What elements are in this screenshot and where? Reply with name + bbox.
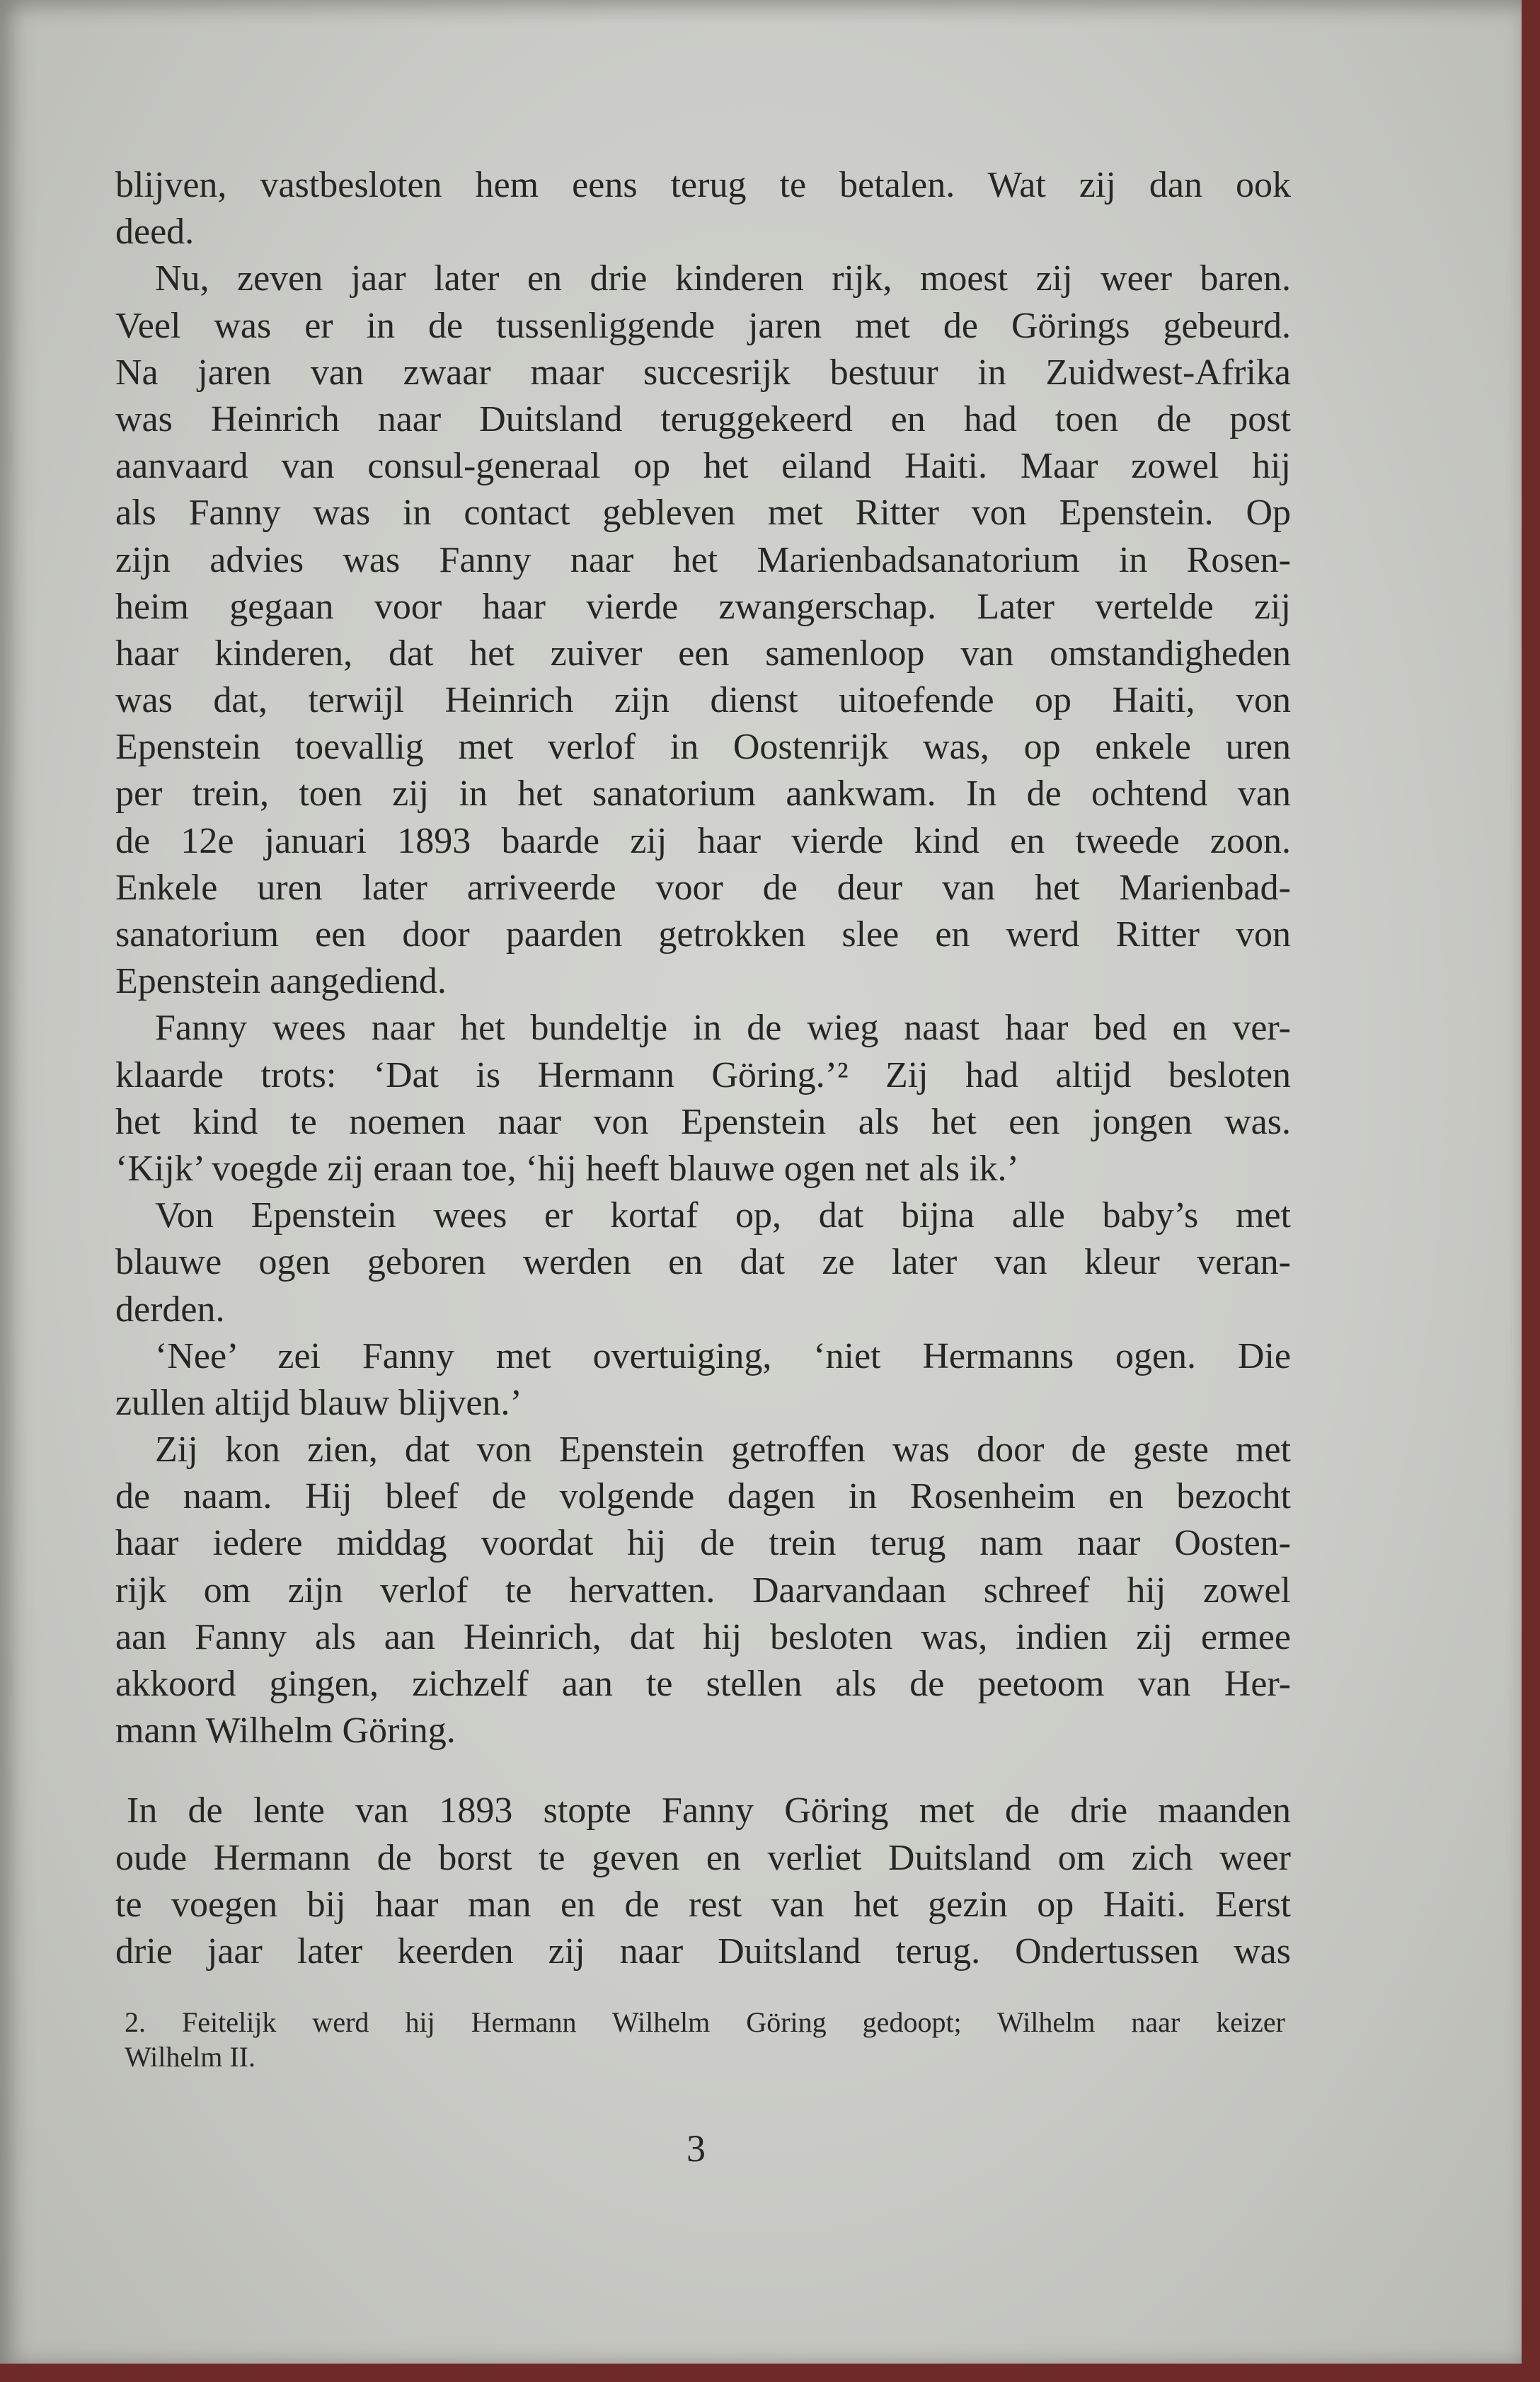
paragraph [115, 162, 1291, 255]
paragraph [115, 255, 1291, 1005]
text-line: haar kinderen, dat het zuiver een samenloop van omstandigheden [115, 633, 1291, 674]
footnote-line: Wilhelm II. [125, 2041, 255, 2073]
text-line: Zij kon zien, dat von Epenstein getroffen was door de geste met [155, 1429, 1291, 1471]
paragraph [115, 1333, 1291, 1427]
text-line: Fanny wees naar het bundeltje in de wieg naast haar bed en ver- [155, 1008, 1291, 1049]
text-line: Nu, zeven jaar later en drie kinderen rijk, moest zij weer baren. [155, 258, 1291, 299]
text-line: Von Epenstein wees er kortaf op, dat bijna alle baby’s met [155, 1195, 1291, 1236]
text-line: blijven, vastbesloten hem eens terug te betalen. Wat zij dan ook [115, 165, 1291, 205]
text-line: te voegen bij haar man en de rest van het gezin op Haiti. Eerst [115, 1884, 1291, 1925]
text-line: de naam. Hij bleef de volgende dagen in Rosenheim en bezocht [115, 1476, 1291, 1517]
text-line: Epenstein aangediend. [115, 961, 447, 1002]
text-line: In de lente van 1893 stopte Fanny Göring met de drie maanden [127, 1790, 1291, 1831]
text-line: oude Hermann de borst te geven en verliet Duitsland om zich weer [115, 1837, 1291, 1878]
text-line: haar iedere middag voordat hij de trein terug nam naar Oosten- [115, 1523, 1291, 1564]
text-line: ‘Kijk’ voegde zij eraan toe, ‘hij heeft blauwe ogen net als ik.’ [115, 1148, 1019, 1189]
paragraph [115, 1005, 1291, 1192]
text-line: per trein, toen zij in het sanatorium aankwam. In de ochtend van [115, 773, 1291, 815]
text-line: sanatorium een door paarden getrokken slee en werd Ritter von [115, 914, 1291, 955]
text-line: akkoord gingen, zichzelf aan te stellen als de peetoom van Her- [115, 1664, 1291, 1704]
text-line: deed. [115, 212, 195, 253]
body-text [115, 162, 1291, 1975]
page-number: 3 [686, 2127, 706, 2170]
text-line: ‘Nee’ zei Fanny met overtuiging, ‘niet Hermanns ogen. Die [155, 1335, 1291, 1376]
text-line: het kind te noemen naar von Epenstein als het een jongen was. [115, 1101, 1291, 1142]
text-line: zullen altijd blauw blijven.’ [115, 1382, 522, 1423]
text-line: klaarde trots: ‘Dat is Hermann Göring.’² Zij had altijd besloten [115, 1054, 1291, 1095]
paragraph [115, 1192, 1291, 1333]
paragraph [115, 1788, 1291, 1975]
text-line: aanvaard van consul-generaal op het eiland Haiti. Maar zowel hij [115, 446, 1291, 487]
text-line: was Heinrich naar Duitsland teruggekeerd en had toen de post [115, 398, 1291, 439]
text-line: mann Wilhelm Göring. [115, 1710, 456, 1751]
text-line: als Fanny was in contact gebleven met Ritter von Epenstein. Op [115, 493, 1291, 534]
footnote [125, 2005, 1285, 2074]
text-line: de 12e januari 1893 baarde zij haar vierde kind en tweede zoon. [115, 820, 1291, 861]
text-line: zijn advies was Fanny naar het Marienbadsanatorium in Rosen- [115, 539, 1291, 580]
text-line: Epenstein toevallig met verlof in Oostenrijk was, op enkele uren [115, 727, 1291, 768]
text-line: Na jaren van zwaar maar succesrijk bestuur in Zuidwest-Afrika [115, 352, 1291, 393]
paragraph [115, 1427, 1291, 1754]
text-line: Enkele uren later arriveerde voor de deur van het Marienbad- [115, 867, 1291, 908]
footnote-line: 2. Feitelijk werd hij Hermann Wilhelm Göring gedoopt; Wilhelm naar keizer [125, 2006, 1285, 2038]
text-line: aan Fanny als aan Heinrich, dat hij besloten was, indien zij ermee [115, 1616, 1291, 1657]
text-line: blauwe ogen geboren werden en dat ze later van kleur veran- [115, 1242, 1291, 1283]
text-line: rijk om zijn verlof te hervatten. Daarvandaan schreef hij zowel [115, 1570, 1291, 1611]
text-line: Veel was er in de tussenliggende jaren met de Görings gebeurd. [115, 305, 1291, 346]
text-line: was dat, terwijl Heinrich zijn dienst uitoefende op Haiti, von [115, 680, 1291, 721]
text-line: heim gegaan voor haar vierde zwangerschap. Later vertelde zij [115, 586, 1291, 627]
text-line: drie jaar later keerden zij naar Duitsland terug. Ondertussen was [115, 1931, 1291, 1972]
text-line: derden. [115, 1289, 225, 1330]
